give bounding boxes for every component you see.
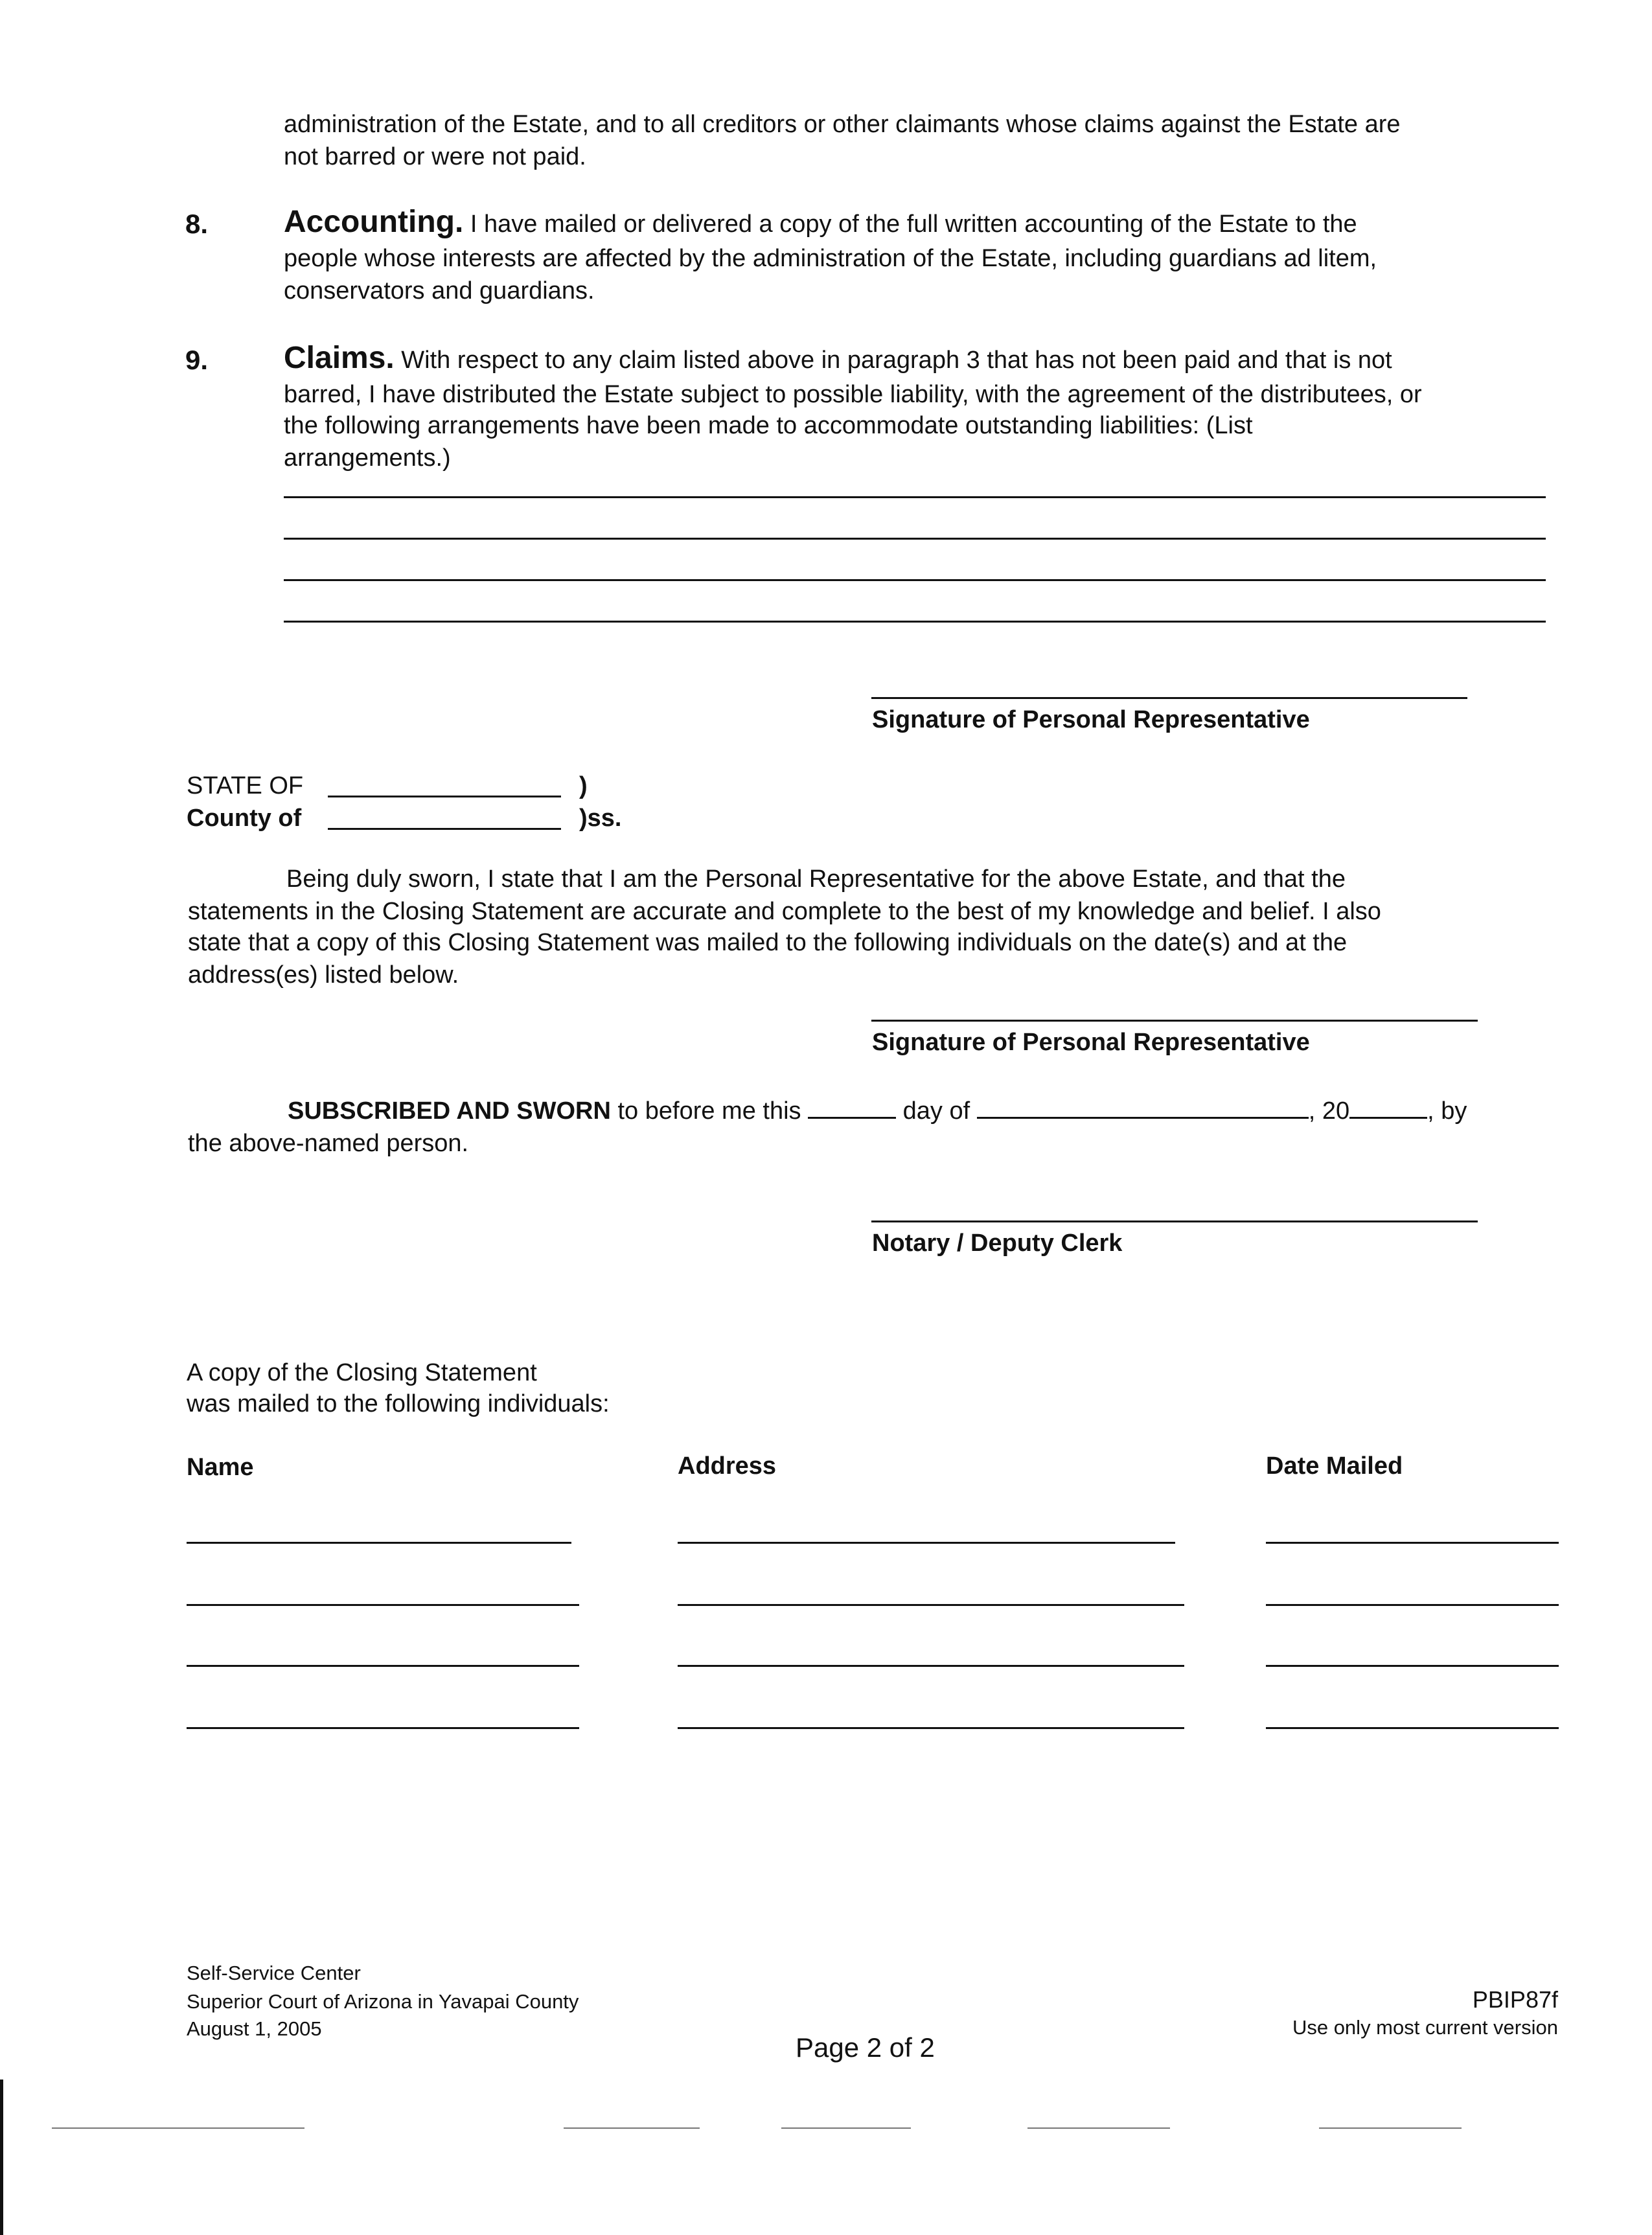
column-header-date: Date Mailed (1266, 1452, 1403, 1480)
item-9-first-line (284, 342, 1392, 376)
name-line-2[interactable] (187, 1604, 579, 1606)
item-9-text-3: the following arrangements have been made to accommodate outstanding liabilities: (List (284, 412, 1253, 439)
jurat-text-1: to before me this (610, 1097, 809, 1125)
address-line-3[interactable] (678, 1665, 1184, 1667)
item-8-first-line (284, 206, 1357, 240)
date-line-1[interactable] (1266, 1542, 1559, 1544)
arrangements-line-1[interactable] (284, 496, 1546, 498)
county-blank[interactable] (328, 828, 561, 830)
arrangements-line-4[interactable] (284, 621, 1546, 623)
county-label: County of (187, 805, 302, 832)
version-note: Use only most current version (1292, 2016, 1558, 2039)
jurat-bold-lead: SUBSCRIBED AND SWORN (288, 1097, 611, 1125)
item-9-number: 9. (185, 345, 209, 375)
scan-artifact-line-4 (1027, 2127, 1170, 2129)
notary-label: Notary / Deputy Clerk (872, 1230, 1123, 1257)
date-line-2[interactable] (1266, 1604, 1559, 1606)
oath-line-1: Being duly sworn, I state that I am the Personal Representative for the above Estate, and that the (286, 865, 1346, 893)
oath-line-4: address(es) listed below. (188, 961, 459, 989)
item-8-number: 8. (185, 209, 209, 239)
scan-artifact-line-5 (1319, 2127, 1462, 2129)
name-line-3[interactable] (187, 1665, 579, 1667)
footer-left-2: Superior Court of Arizona in Yavapai County (187, 1990, 579, 2013)
name-line-1[interactable] (187, 1542, 571, 1544)
scan-artifact-line-1 (52, 2127, 304, 2129)
footer-left-1: Self-Service Center (187, 1962, 361, 1984)
form-code: PBIP87f (1472, 1986, 1558, 2013)
address-line-4[interactable] (678, 1727, 1184, 1729)
signature-label-1: Signature of Personal Representative (872, 706, 1310, 733)
jurat-text-4: , by (1427, 1097, 1467, 1125)
item-9-text-2: barred, I have distributed the Estate subject to possible liability, with the agreement of the distributees, or (284, 381, 1422, 408)
mailing-intro-2: was mailed to the following individuals: (187, 1390, 610, 1417)
arrangements-line-2[interactable] (284, 538, 1546, 540)
column-header-name: Name (187, 1454, 254, 1481)
page-number: Page 2 of 2 (796, 2032, 935, 2063)
jurat-text-2: day of (896, 1097, 977, 1125)
date-line-4[interactable] (1266, 1727, 1559, 1729)
item-8-text-2: people whose interests are affected by the administration of the Estate, including guardians ad litem, (284, 245, 1377, 272)
item-9-text-1: With respect to any claim listed above in paragraph 3 that has not been paid and that is not (394, 347, 1392, 374)
footer-left-3: August 1, 2005 (187, 2017, 322, 2040)
jurat-line-2: the above-named person. (188, 1130, 469, 1157)
item-8-heading: Accounting. (284, 205, 464, 239)
item-8-text-1: I have mailed or delivered a copy of the full written accounting of the Estate to the (463, 211, 1357, 238)
month-blank[interactable] (977, 1095, 1309, 1119)
year-blank[interactable] (1349, 1095, 1427, 1119)
intro-line-1: administration of the Estate, and to all creditors or other claimants whose claims against the Estate are (284, 111, 1401, 138)
jurat-text-3: , 20 (1308, 1097, 1350, 1125)
address-line-2[interactable] (678, 1604, 1184, 1606)
address-line-1[interactable] (678, 1542, 1175, 1544)
state-blank[interactable] (328, 796, 561, 797)
signature-label-2: Signature of Personal Representative (872, 1029, 1310, 1056)
oath-line-2: statements in the Closing Statement are accurate and complete to the best of my knowledge and belief. I also (188, 898, 1381, 925)
item-9-heading: Claims. (284, 341, 395, 375)
column-header-address: Address (678, 1452, 777, 1480)
state-label: STATE OF (187, 772, 304, 799)
scan-artifact-line-3 (781, 2127, 911, 2129)
state-paren: ) (579, 772, 588, 799)
intro-line-2: not barred or were not paid. (284, 143, 586, 170)
arrangements-line-3[interactable] (284, 579, 1546, 581)
item-8-text-3: conservators and guardians. (284, 277, 595, 304)
oath-line-3: state that a copy of this Closing Statement was mailed to the following individuals on the date(s) and at the (188, 929, 1348, 956)
name-line-4[interactable] (187, 1727, 579, 1729)
mailing-intro-1: A copy of the Closing Statement (187, 1359, 537, 1386)
notary-signature-line[interactable] (871, 1221, 1478, 1222)
item-9-text-4: arrangements.) (284, 444, 451, 472)
scan-artifact-line-2 (564, 2127, 700, 2129)
signature-line-1[interactable] (871, 697, 1467, 699)
signature-line-2[interactable] (871, 1020, 1478, 1022)
date-line-3[interactable] (1266, 1665, 1559, 1667)
jurat-line-1 (288, 1095, 1467, 1127)
scan-edge-mark (0, 2080, 3, 2235)
day-blank[interactable] (808, 1095, 896, 1119)
county-paren: )ss. (579, 805, 622, 832)
